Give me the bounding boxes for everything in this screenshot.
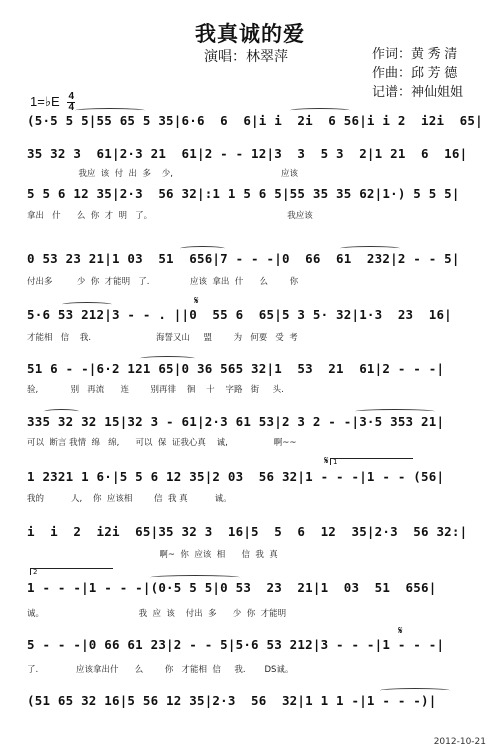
slur-mark: [180, 246, 225, 251]
slur-mark: [380, 688, 450, 693]
slur-mark: [62, 302, 112, 307]
meter-bottom: 4: [68, 102, 75, 113]
score-line: 35 32 3 61|2·3 21 61|2 - - 12|3 3 5 3 2|1 21 6 16|: [27, 146, 468, 161]
score-line: i i 2 i2i 65|35 32 3 16|5 5 6 12 35|2·3 56 32:|: [27, 524, 468, 539]
key-signature: [30, 92, 75, 113]
meter-top: 4: [68, 91, 75, 102]
slur-mark: [355, 409, 435, 414]
volta-bracket-1: 1: [330, 458, 413, 465]
score-line: 1 - - -|1 - - -|(0·5 5 5|0 53 23 21|1 03 51 656|: [27, 580, 437, 595]
lyric-line: 才能相 信 我. 海誓又山 盟 为 何要 受 考: [27, 333, 298, 343]
segno-icon: 𝄋: [324, 454, 329, 467]
composer-credit: 作曲：邱 芳 德: [372, 65, 458, 80]
score-line: 5 5 6 12 35|2·3 56 32|:1 1 5 6 5|55 35 35 62|1·) 5 5 5|: [27, 186, 460, 201]
lyric-line: 诚。 我 应 该 付出 多 少 你 才能明: [27, 609, 287, 619]
lyric-line: 可以 断言 我情 绵 绵, 可以 保 证我心真 诚, 啊~~: [27, 438, 297, 448]
lyric-line: 我的 人, 你 应该相 信 我 真 诚。: [27, 494, 232, 504]
slur-mark: [340, 246, 400, 251]
credits-block: [372, 44, 463, 101]
singer-credit: 演唱：林翠萍: [204, 48, 288, 64]
score-line: (5·5 5 5|55 65 5 35|6·6 6 6|i i 2i 6 56|i i 2 i2i 65|: [27, 113, 483, 128]
score-line: (51 65 32 16|5 56 12 35|2·3 56 32|1 1 1 -|1 - - -)|: [27, 693, 437, 708]
score-line: 5 - - -|0 66 61 23|2 - - 5|5·6 53 212|3 - - -|1 - - -|: [27, 637, 445, 652]
volta-bracket-2: 2: [30, 568, 113, 575]
lyric-line: 验, 别 再流 连 别再徘 徊 十 字路 街 头.: [27, 385, 284, 395]
slur-mark: [150, 575, 240, 580]
key-label: 1=♭E: [30, 93, 60, 109]
segno-icon: 𝄋: [194, 294, 199, 307]
lyricist-credit: 作词：黄 秀 清: [372, 46, 458, 61]
slur-mark: [290, 108, 350, 113]
score-line: 1 2321 1 6·|5 5 6 12 35|2 03 56 32|1 - - -|1 - - (56|: [27, 469, 445, 484]
song-title: 我真诚的爱: [195, 23, 305, 46]
slur-mark: [44, 409, 79, 414]
score-line: 0 53 23 21|1 03 51 656|7 - - -|0 66 61 232|2 - - 5|: [27, 251, 460, 266]
transcription-date: 2012-10-21: [433, 737, 486, 747]
slur-mark: [140, 356, 195, 361]
lyric-line: 付出多 少 你 才能明 了. 应该 拿出 什 么 你: [27, 277, 299, 287]
lyric-line: 啊~ 你 应该 相 信 我 真: [27, 550, 278, 560]
lyric-line: 拿出 什 么 你 才 明 了。 我应该: [27, 211, 313, 221]
segno-icon: 𝄋: [398, 624, 403, 637]
score-line: 5·6 53 212|3 - - . ||0 55 6 65|5 3 5· 32|1·3 23 16|: [27, 307, 452, 322]
score-line: 51 6 - -|6·2 121 65|0 36 565 32|1 53 21 61|2 - - -|: [27, 361, 445, 376]
score-line: 335 32 32 15|32 3 - 61|2·3 61 53|2 3 2 - -|3·5 353 21|: [27, 414, 445, 429]
transcriber-credit: 记谱：神仙姐姐: [372, 84, 464, 99]
lyric-line: 了. 应该拿出什 么 你 才能相 信 我. DS诚。: [27, 665, 294, 675]
slur-mark: [75, 108, 145, 113]
lyric-line: 我应 该 付 出 多 少, 应该: [27, 169, 299, 179]
